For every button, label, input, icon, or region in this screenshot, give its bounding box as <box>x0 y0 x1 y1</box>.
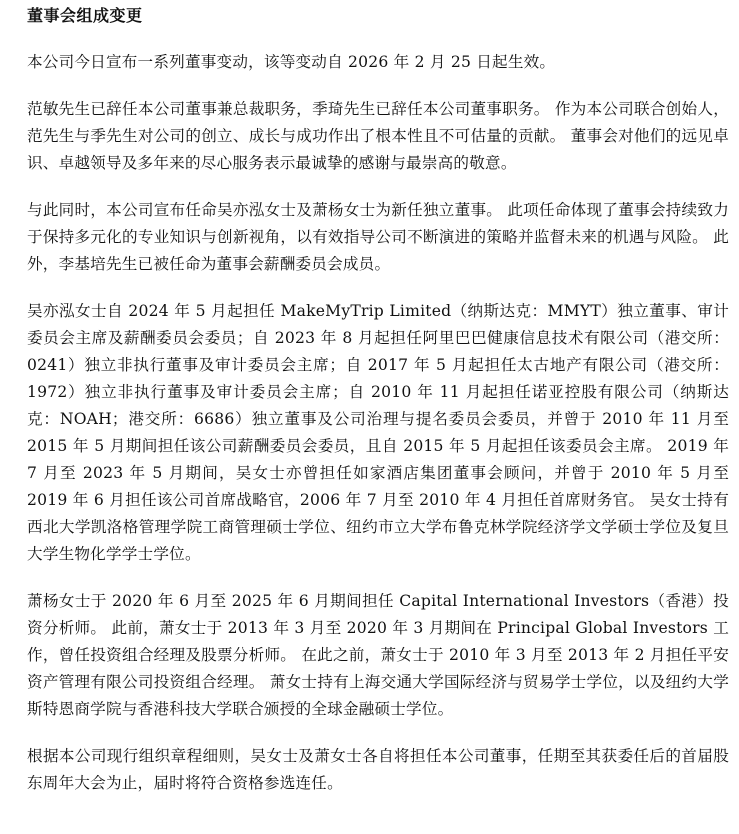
paragraph-resignations: 范敏先生已辞任本公司董事兼总裁职务，季琦先生已辞任本公司董事职务。 作为本公司联合创始人，范先生与季先生对公司的创立、成长与成功作出了根本性且不可估量的贡献。 董事会对他们的远见卓识、卓越领导及多年来的尽心服务表示最诚挚的感谢与最崇高的敬意。 <box>27 100 729 172</box>
section-title: 董事会组成变更 <box>27 6 143 25</box>
paragraph-bio-wu: 吴亦泓女士自 2024 年 5 月起担任 MakeMyTrip Limited（纳斯达克：MMYT）独立董事、审计委员会主席及薪酬委员会委员；自 2023 年 8 月起担任阿里巴巴健康信息技术有限公司（港交所：0241）独立非执行董事及审计委员会主席；自 2017 年 5 月起担任太古地产有限公司（港交所：1972）独立非执行董事及审计委员会主席；自 2010 年 11 月起担任诺亚控股有限公司（纳斯达克：NOAH；港交所：6686）独立董事及公司治理与提名委员会委员，并曾于 2010 年 11 月至 2015 年 5 月期间担任该公司薪酬委员会委员，且自 2015 年 5 月起担任该委员会主席。 2019 年 7 月至 2023 年 5 月期间，吴女士亦曾担任如家酒店集团董事会顾问，并曾于 2010 年 5 月至 2019 年 6 月担任该公司首席战略官，2006 年 7 月至 2010 年 4 月担任首席财务官。 吴女士持有西北大学凯洛格管理学院工商管理硕士学位、纽约市立大学布鲁克林学院经济学文学硕士学位及复旦大学生物化学学士学位。 <box>27 302 729 563</box>
paragraph-bio-xiao: 萧杨女士于 2020 年 6 月至 2025 年 6 月期间担任 Capital International Investors（香港）投资分析师。 此前，萧女士于 2013 年 3 月至 2020 年 3 月期间在 Principal Global Investors 工作，曾任投资组合经理及股票分析师。 在此之前，萧女士于 2010 年 3 月至 2013 年 2 月担任平安资产管理有限公司投资组合经理。 萧女士持有上海交通大学国际经济与贸易学士学位，以及纽约大学斯特恩商学院与香港科技大学联合颁授的全球金融硕士学位。 <box>27 592 729 718</box>
paragraph-effective-date: 本公司今日宣布一系列董事变动，该等变动自 2026 年 2 月 25 日起生效。 <box>27 53 556 71</box>
paragraph-appointments: 与此同时，本公司宣布任命吴亦泓女士及萧杨女士为新任独立董事。 此项任命体现了董事会持续致力于保持多元化的专业知识与创新视角，以有效指导公司不断演进的策略并监督未来的机遇与风险。 此外，李基培先生已被任命为董事会薪酬委员会成员。 <box>27 201 729 273</box>
paragraph-term: 根据本公司现行组织章程细则，吴女士及萧女士各自将担任本公司董事，任期至其获委任后的首届股东周年大会为止，届时将符合资格参选连任。 <box>27 747 729 792</box>
